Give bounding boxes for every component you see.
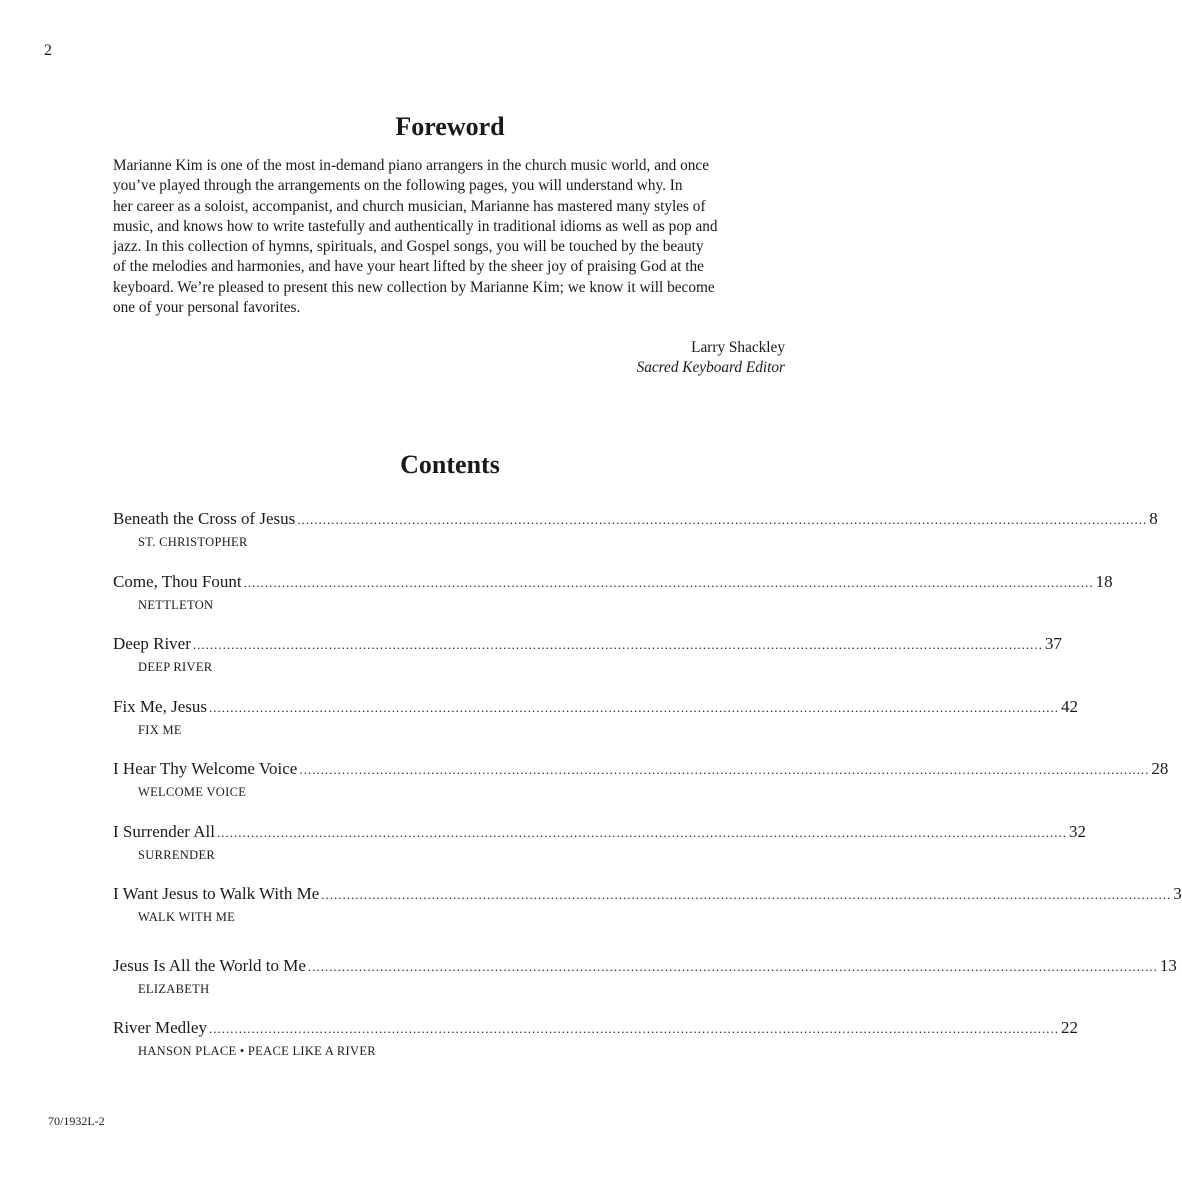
footer-catalog-code: 70/1932L-2 [48, 1114, 105, 1128]
toc-entry-tune: FIX ME [138, 723, 182, 737]
toc-dot-leader: ........................................................................................................................................................................................................ [192, 637, 1043, 652]
toc-entry[interactable] [113, 1017, 1078, 1059]
toc-entry-page: 8 [1149, 509, 1158, 528]
toc-dot-leader: ........................................................................................................................................................................................................ [208, 700, 1059, 715]
toc-dot-leader: ........................................................................................................................................................................................................ [243, 575, 1094, 590]
toc-entry-page: 22 [1060, 1018, 1078, 1037]
toc-dot-leader: ........................................................................................................................................................................................................ [297, 512, 1148, 527]
foreword-line: keyboard. We’re pleased to present this new collection by Marianne Kim; we know it will become [113, 278, 715, 296]
foreword-line: jazz. In this collection of hymns, spirituals, and Gospel songs, you will be touched by the beauty [113, 238, 704, 256]
toc-entry-page: 32 [1068, 822, 1086, 841]
signature-name: Larry Shackley [691, 339, 785, 356]
contents-title: Contents [400, 450, 500, 479]
toc-entry[interactable] [113, 821, 1086, 863]
toc-entry[interactable] [113, 883, 1182, 925]
toc-entry[interactable] [113, 633, 1062, 675]
toc-dot-leader: ........................................................................................................................................................................................................ [216, 825, 1067, 840]
toc-entry-title: Jesus Is All the World to Me [113, 956, 306, 975]
foreword-line: one of your personal favorites. [113, 299, 301, 317]
toc-entry-tune: ELIZABETH [138, 982, 210, 996]
toc-entry[interactable] [113, 571, 1113, 613]
toc-entry-tune: ST. CHRISTOPHER [138, 535, 248, 549]
toc-entry-page: 37 [1044, 634, 1062, 653]
toc-entry[interactable] [113, 758, 1169, 800]
foreword-body [113, 156, 788, 318]
foreword-line: her career as a soloist, accompanist, and church musician, Marianne has mastered many styles of [113, 197, 706, 215]
foreword-line: Marianne Kim is one of the most in-demand piano arrangers in the church music world, and once [113, 157, 709, 174]
toc-entry[interactable] [113, 696, 1078, 738]
page-number: 2 [44, 42, 52, 59]
toc-dot-leader: ........................................................................................................................................................................................................ [307, 959, 1158, 974]
toc-dot-leader: ........................................................................................................................................................................................................ [321, 887, 1172, 902]
toc-entry-page: 18 [1095, 572, 1113, 591]
toc-entry-tune: DEEP RIVER [138, 660, 213, 674]
toc-entry-title: I Surrender All [113, 822, 215, 841]
signature-role: Sacred Keyboard Editor [636, 359, 785, 376]
foreword-title: Foreword [395, 112, 505, 141]
foreword-line: you’ve played through the arrangements on the following pages, you will understand why. In [113, 177, 683, 195]
foreword-line: music, and knows how to write tastefully and authentically in traditional idioms as well as pop and [113, 217, 718, 235]
toc-entry-tune: HANSON PLACE • PEACE LIKE A RIVER [138, 1044, 376, 1058]
toc-entry-tune: SURRENDER [138, 848, 216, 862]
toc-entry-tune: NETTLETON [138, 598, 214, 612]
toc-entry-tune: WALK WITH ME [138, 910, 236, 924]
toc-entry-page: 42 [1060, 697, 1078, 716]
toc-entry-page: 28 [1151, 759, 1169, 778]
toc-entry-page: 3 [1173, 884, 1182, 903]
toc-entry-title: River Medley [113, 1018, 207, 1037]
toc-entry-title: Fix Me, Jesus [113, 697, 207, 716]
toc-entry-title: I Want Jesus to Walk With Me [113, 884, 320, 903]
toc-entry-title: Deep River [113, 634, 191, 653]
signature [637, 338, 785, 378]
toc-dot-leader: ........................................................................................................................................................................................................ [299, 762, 1150, 777]
toc-entry[interactable] [113, 508, 1158, 550]
toc-entry-title: Beneath the Cross of Jesus [113, 509, 296, 528]
toc-entry-tune: WELCOME VOICE [138, 785, 247, 799]
toc-entry-title: I Hear Thy Welcome Voice [113, 759, 298, 778]
toc-dot-leader: ........................................................................................................................................................................................................ [208, 1021, 1059, 1036]
toc-entry-title: Come, Thou Fount [113, 572, 242, 591]
toc-entry-page: 13 [1159, 956, 1177, 975]
foreword-line: of the melodies and harmonies, and have your heart lifted by the sheer joy of praising God at the [113, 258, 704, 276]
toc-entry[interactable] [113, 955, 1177, 997]
